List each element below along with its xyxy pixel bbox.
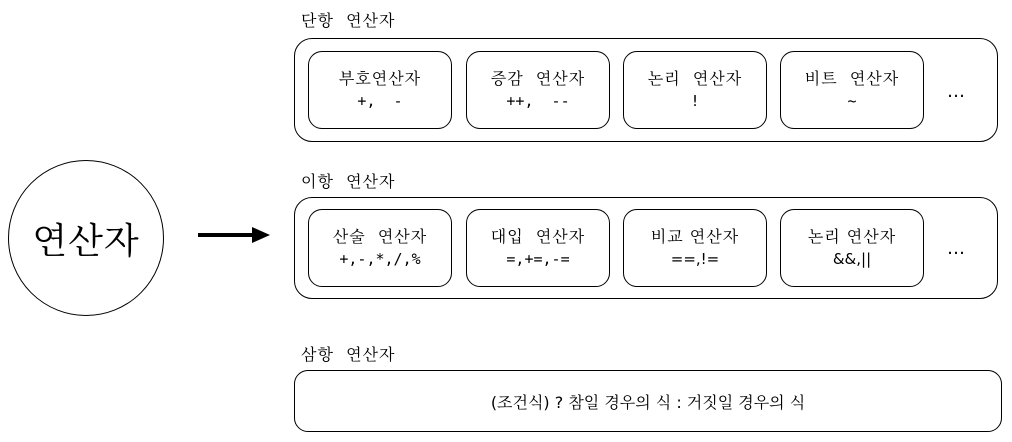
card-name: 부호연산자 bbox=[338, 69, 422, 88]
card-symbols: +, - bbox=[357, 92, 403, 110]
card-symbols: ++, -- bbox=[506, 92, 570, 110]
unary-card-increment bbox=[466, 51, 610, 129]
binary-more-ellipsis: … bbox=[947, 238, 966, 259]
card-name: 산술 연산자 bbox=[332, 227, 428, 246]
card-name: 논리 연산자 bbox=[647, 69, 743, 88]
card-name: 논리 연산자 bbox=[807, 227, 897, 246]
unary-card-logical bbox=[623, 51, 767, 129]
binary-card-comparison bbox=[623, 209, 767, 287]
unary-more-ellipsis: … bbox=[947, 81, 966, 102]
ternary-expression: (조건식) ? 참일 경우의 식 : 거짓일 경우의 식 bbox=[490, 392, 806, 412]
card-symbols: ==,!= bbox=[670, 250, 720, 268]
operator-node bbox=[8, 160, 164, 316]
right-arrow-icon bbox=[196, 225, 272, 245]
binary-card-assignment bbox=[466, 209, 610, 287]
unary-card-bitwise bbox=[780, 51, 924, 129]
card-symbols: =,+=,-= bbox=[506, 250, 570, 268]
unary-group bbox=[294, 38, 998, 142]
binary-card-arithmetic bbox=[308, 209, 452, 287]
card-name: 비교 연산자 bbox=[650, 227, 740, 246]
ternary-group bbox=[294, 370, 1002, 432]
card-name: 대입 연산자 bbox=[490, 227, 586, 246]
card-symbols: +,-,*,/,% bbox=[339, 250, 421, 268]
unary-card-sign bbox=[308, 51, 452, 129]
operator-node-label: 연산자 bbox=[32, 220, 140, 262]
card-symbols: &&,|| bbox=[832, 250, 872, 268]
binary-group-title: 이항 연산자 bbox=[301, 172, 396, 191]
card-symbols: ~ bbox=[847, 92, 857, 110]
card-symbols: ! bbox=[690, 92, 700, 110]
unary-group-title: 단항 연산자 bbox=[301, 11, 396, 30]
card-name: 비트 연산자 bbox=[804, 69, 900, 88]
binary-card-logical bbox=[780, 209, 924, 287]
binary-group bbox=[294, 197, 998, 299]
card-name: 증감 연산자 bbox=[490, 69, 586, 88]
ternary-group-title: 삼항 연산자 bbox=[301, 345, 396, 364]
